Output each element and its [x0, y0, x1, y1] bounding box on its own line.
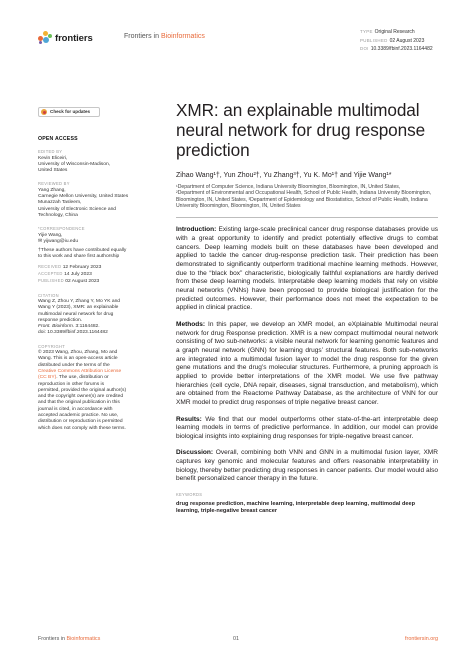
copyright-part-a: © 2023 Wang, Zhou, Zhang, Mo and Wang. This is an open-access article distributed under the terms of the: [38, 350, 118, 368]
copyright-part-b: . The use, distribution or reproduction in other forums is permitted, provided the original author(s) and the copyright owner(s) are credited and that the original publication in this journal is cited, in accordance with accepted academic practice. No use, distribution or reproduction is permitted which does not comply with these terms.: [38, 375, 127, 431]
correspondence-label: *CORRESPONDENCE: [38, 226, 85, 232]
doi-value[interactable]: 10.3389/fbinf.2023.1164482: [370, 46, 433, 52]
page-number: 01: [233, 636, 239, 642]
cc-by-license-link[interactable]: Creative Commons Attribution License (CC BY): [38, 368, 122, 381]
footer-journal-prefix: Frontiers in: [38, 636, 67, 642]
journal-highlight: Bioinformatics: [160, 33, 205, 40]
check-for-updates-button[interactable]: [38, 107, 100, 117]
abstract-methods: [176, 321, 438, 408]
abstract-results: [176, 416, 438, 442]
author-list: Zihao Wang¹†, Yun Zhou²†, Yu Zhang³†, Yu K. Mo¹† and Yijie Wang¹*: [176, 172, 392, 179]
citation-text: [38, 299, 140, 337]
type-label: TYPE: [360, 29, 373, 34]
edited-by-value: Kevin Eliceiri, University of Wisconsin-Madison, United States: [38, 155, 111, 174]
article-title: XMR: an explainable multimodal neural network for drug response prediction: [176, 100, 426, 160]
sidebar-published-value: 02 August 2023: [65, 279, 100, 285]
divider: [176, 217, 438, 218]
methods-text: In this paper, we develop an XMR model, an eXplainable Multimodal neural network for drug Response prediction. XMR is a new compact multimodal neural network consisting of two sub-networks: a visible neural network for learning genomic features and a graph neural network (GNN) for learning drugs’ structural features. Both sub-networks are integrated into a multimodal fusion layer to model the drug response for the given gene mutations and the drug’s molecular structures. Furthermore, a pruning approach is applied to provide better interpretations of the XMR model. We use five pathway hierarchies (cell cycle, DNA repair, diseases, signal transduction, and metabolism), which are obtained from the Reactome Pathway Database, as the architecture of VNN for our XMR model to predict drug responses of triple negative breast cancer.: [176, 320, 438, 406]
brand-name: frontiers: [55, 32, 93, 44]
discussion-heading: Discussion:: [176, 449, 214, 457]
footer-journal-name: Bioinformatics: [66, 636, 101, 642]
edited-by-label: EDITED BY: [38, 149, 63, 155]
abstract-discussion: [176, 449, 438, 484]
open-access-label: OPEN ACCESS: [38, 136, 78, 142]
check-updates-icon: [41, 109, 47, 115]
citation-tail: 3:1164482. doi: 10.3389/fbinf.2023.1164482: [38, 324, 108, 336]
received-label: RECEIVED: [38, 263, 62, 269]
frontiers-logo[interactable]: [38, 31, 93, 45]
journal-prefix: Frontiers in: [124, 33, 161, 40]
citation-journal: Front. Bioinform.: [38, 324, 75, 330]
published-value: 02 August 2023: [389, 37, 425, 44]
accepted-label: ACCEPTED: [38, 271, 63, 277]
keywords: drug response prediction, machine learning, interpretable deep learning, multimodal deep learning, triple-negative breast cancer: [176, 501, 416, 515]
correspondence-value[interactable]: Yijie Wang, ✉ yijwang@iu.edu: [38, 232, 79, 244]
frontiers-logo-icon: [38, 31, 52, 45]
received-value: 12 February 2023: [62, 264, 102, 270]
citation-value: Wang Z, Zhou Y, Zhang Y, Mo YK and Wang Y (2023), XMR: an explainable multimodal neural network for drug response prediction.: [38, 298, 121, 323]
introduction-text: Existing large-scale preclinical cancer drug response databases provide us with a great opportunity to identify and predict potentially effective drugs to combat cancers. Deep learning models built on these databases have been developed and applied to tackle the cancer drug-response prediction task. Their prediction has been demonstrated to significantly outperform traditional machine learning methods. However, due to the “black box” characteristic, biologically faithful explanations are hardly derived from these deep learning models. Interpretable deep learning models that rely on visible neural networks (VNNs) have been proposed to provide biological justification for the predicted outcomes. However, their performance does not meet the expectation to be applied in clinical practice.: [176, 226, 438, 312]
footer-site-link[interactable]: frontiersin.org: [405, 636, 438, 642]
affiliation-1: ¹Department of Computer Science, Indiana University Bloomington, Bloomington, IN, United States,: [176, 184, 401, 190]
accepted-value: 14 July 2023: [64, 272, 92, 278]
reviewed-by-label: REVIEWED BY: [38, 181, 70, 187]
article-main: [176, 100, 438, 516]
check-updates-label: Check for updates: [50, 108, 91, 114]
article-sidebar: [38, 107, 140, 432]
discussion-text: Overall, combining both VNN and GNN in a multimodal fusion layer, XMR captures key genomic and molecular features and offers reasonable interpretability in biology, thereby better predicting drug responses in cancer patients. Our model would also benefit personalized cancer therapy in the future.: [176, 449, 438, 483]
reviewed-by-value: Yang Zhang, Carnegie Mellon University, United States Munazzah Tasleem, University of Electronic Science and Technology, China: [38, 187, 129, 218]
affiliations: [176, 184, 438, 209]
copyright-label: COPYRIGHT: [38, 343, 66, 349]
introduction-heading: Introduction:: [176, 226, 217, 234]
journal-name[interactable]: [124, 33, 205, 40]
sidebar-published-label: PUBLISHED: [38, 278, 64, 284]
doi-label: DOI: [360, 46, 369, 51]
affiliation-2: ²Department of Environmental and Occupational Health, School of Public Health, Indiana University Bloomington, Bloomington, IN, United States, ³Department of Epidemiology and Biostatistics, School of Public Health, Indiana University Bloomington, Bloomington, IN, United States: [176, 190, 432, 210]
results-text: We find that our model outperforms other state-of-the-art interpretable deep learning models in terms of predictive performance. In addition, our model can provide biological insights into explaining drug responses for triple-negative breast cancer.: [176, 415, 438, 440]
abstract-introduction: [176, 226, 438, 313]
page-header: [38, 28, 438, 58]
type-value: Original Research: [374, 29, 415, 35]
results-heading: Results:: [176, 415, 202, 423]
article-meta: [360, 28, 433, 54]
methods-heading: Methods:: [176, 320, 206, 328]
published-label: PUBLISHED: [360, 37, 388, 43]
citation-label: CITATION: [38, 292, 59, 298]
footer-journal[interactable]: [38, 636, 100, 642]
keywords-label: KEYWORDS: [176, 492, 203, 498]
equal-contribution-note: †These authors have contributed equally to this work and share first authorship: [38, 248, 127, 260]
copyright-text: [38, 350, 140, 432]
